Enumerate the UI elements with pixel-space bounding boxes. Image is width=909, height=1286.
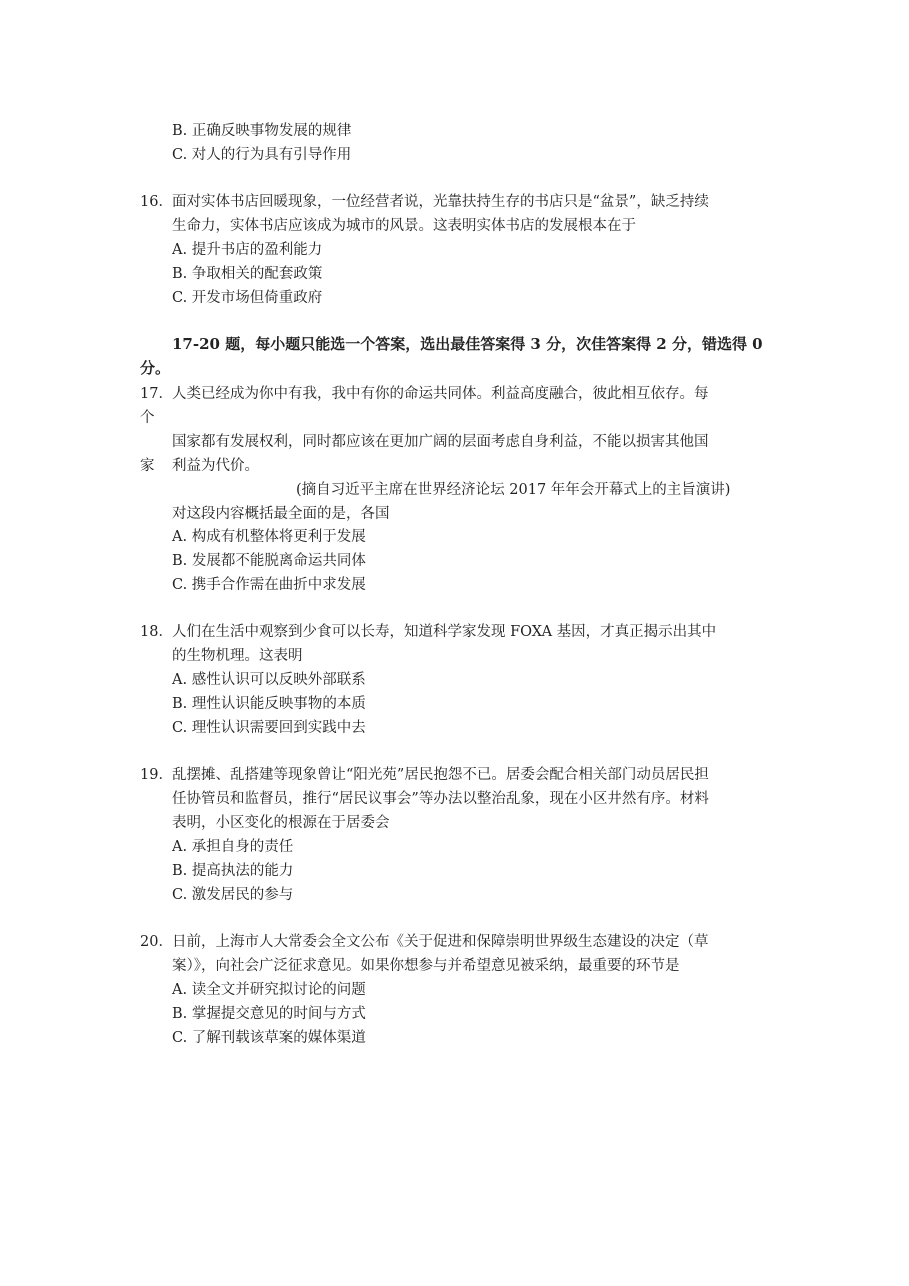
q19-stem-line-2: 任协管员和监督员，推行“居民议事会”等办法以整治乱象，现在小区井然有序。材料 [172, 791, 709, 807]
q20-option-a: A. 读全文并研究拟讨论的问题 [172, 982, 366, 998]
q19-option-c: C. 激发居民的参与 [172, 887, 294, 903]
q20-option-b: B. 掌握提交意见的时间与方式 [172, 1006, 366, 1022]
q18-option-b: B. 理性认识能反映事物的本质 [172, 696, 366, 712]
q17-option-c: C. 携手合作需在曲折中求发展 [172, 577, 366, 593]
q18-number: 18． [140, 624, 173, 640]
q17-number: 17． [140, 386, 173, 402]
q17-option-a: A. 构成有机整体将更利于发展 [172, 529, 366, 545]
q17-stem-wrap-char-2: 家 [140, 458, 155, 474]
q17-source: (摘自习近平主席在世界经济论坛 2017 年年会开幕式上的主旨演讲) [296, 482, 731, 498]
q16-option-b: B. 争取相关的配套政策 [172, 266, 323, 282]
q17-stem-wrap-char: 个 [140, 410, 155, 426]
q17-stem-line-3: 利益为代价。 [172, 458, 259, 474]
q18-stem-line-1: 人们在生活中观察到少食可以长寿，知道科学家发现 FOXA 基因，才真正揭示出其中 [172, 624, 717, 640]
q16-stem-line-1: 面对实体书店回暖现象，一位经营者说，光靠扶持生存的书店只是“盆景”，缺乏持续 [172, 194, 709, 210]
q17-option-b: B. 发展都不能脱离命运共同体 [172, 553, 366, 569]
q18-option-c: C. 理性认识需要回到实践中去 [172, 720, 366, 736]
q16-stem-line-2: 生命力，实体书店应该成为城市的风景。这表明实体书店的发展根本在于 [172, 218, 636, 234]
section-note-line-2: 分。 [140, 359, 171, 377]
q16-option-a: A. 提升书店的盈利能力 [172, 242, 323, 258]
q15-option-b: B. 正确反映事物发展的规律 [172, 123, 352, 139]
section-note-line-1: 17-20 题，每小题只能选一个答案，选出最佳答案得 3 分，次佳答案得 2 分，错选得 0 [172, 335, 763, 353]
q19-number: 19． [140, 767, 173, 783]
q17-stem-line-2: 国家都有发展权利，同时都应该在更加广阔的层面考虑自身利益，不能以损害其他国 [172, 434, 709, 450]
q17-stem-line-1: 人类已经成为你中有我，我中有你的命运共同体。利益高度融合，彼此相互依存。每 [172, 386, 709, 402]
q16-option-c: C. 开发市场但倚重政府 [172, 290, 323, 306]
q15-option-c: C. 对人的行为具有引导作用 [172, 147, 352, 163]
q18-stem-line-2: 的生物机理。这表明 [172, 648, 303, 664]
q18-option-a: A. 感性认识可以反映外部联系 [172, 672, 366, 688]
q20-number: 20． [140, 934, 173, 950]
q19-option-a: A. 承担自身的责任 [172, 839, 294, 855]
q19-option-b: B. 提高执法的能力 [172, 863, 294, 879]
q17-question: 对这段内容概括最全面的是，各国 [172, 506, 390, 522]
q20-stem-line-2: 案）》，向社会广泛征求意见。如果你想参与并希望意见被采纳，最重要的环节是 [172, 958, 680, 974]
q20-stem-line-1: 日前，上海市人大常委会全文公布《关于促进和保障崇明世界级生态建设的决定（草 [172, 934, 709, 950]
q19-stem-line-1: 乱摆摊、乱搭建等现象曾让“阳光苑”居民抱怨不已。居委会配合相关部门动员居民担 [172, 767, 709, 783]
q20-option-c: C. 了解刊载该草案的媒体渠道 [172, 1030, 366, 1046]
q16-number: 16． [140, 194, 173, 210]
q19-stem-line-3: 表明，小区变化的根源在于居委会 [172, 815, 390, 831]
